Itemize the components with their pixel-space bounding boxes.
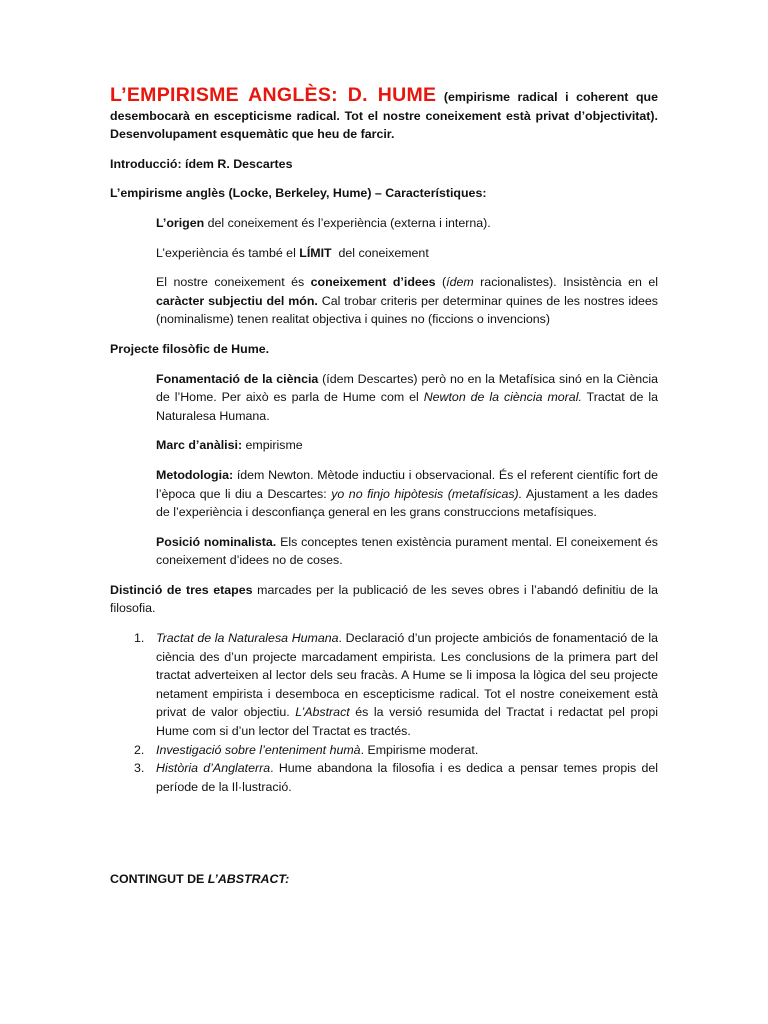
projecte-heading: Projecte filosòfic de Hume. <box>110 341 270 356</box>
posicio-paragraph: Posició nominalista. Els conceptes tenen existència purament mental. El coneixement és coneixement d’idees no de coses. <box>156 534 658 568</box>
intro-line: Introducció: ídem R. Descartes <box>110 156 293 171</box>
document-title: L’EMPIRISME ANGLÈS: D. HUME <box>110 84 437 106</box>
list-item: 2. Investigació sobre l’enteniment humà. Empirisme moderat. <box>134 742 479 757</box>
document-heading <box>110 86 658 144</box>
characteristic-origen: L’origen del coneixement és l’experiència (externa i interna). <box>156 215 491 230</box>
contingut-heading: CONTINGUT DE L’ABSTRACT: <box>110 872 290 887</box>
fonamentacio-paragraph: Fonamentació de la ciència (ídem Descartes) però no en la Metafísica sinó en la Ciència de l’Home. Per això es parla de Hume com el Newton de la ciència moral. Tractat de la Naturalesa Humana. <box>156 371 659 423</box>
title-subtitle: (empirisme radical i coherent que desembocarà en escepticisme radical. Tot el nostre coneixement està privat d’objectivitat). Desenvolupament esquemàtic que heu de farcir. <box>110 90 658 142</box>
distincio-paragraph: Distinció de tres etapes marcades per la publicació de les seves obres i l’abandó definitiu de la filosofia. <box>110 582 658 616</box>
characteristic-limit: L’experiència és també el LÍMIT del coneixement <box>156 245 429 260</box>
characteristic-idees: El nostre coneixement és coneixement d’idees (ídem racionalistes). Insistència en el caràcter subjectiu del món. Cal trobar criteris per determinar quines de les nostres idees (nominalisme) tenen realitat objectiva i quines no (ficcions o invencions) <box>156 275 658 327</box>
list-item: 1. Tractat de la Naturalesa Humana. Declaració d’un projecte ambiciós de fonamentació de la ciència des d’un projecte marcadament empirista. Les conclusions de la primera part del tractat adverteixen al lector dels seu fracàs. A Hume se li imposa la lògica del seu projecte netament empirista i desemboca en escepticisme radical. Tot el nostre coneixement està privat de valor objectiu. L’Abstract és la versió resumida del Tractat i redactat pel propi Hume com si d’un lector del Tractat es tractés. <box>134 631 658 739</box>
marc-paragraph: Marc d’anàlisi: empirisme <box>156 438 303 453</box>
document-page <box>110 86 658 889</box>
empirisme-heading: L’empirisme anglès (Locke, Berkeley, Hume) – Característiques: <box>110 186 487 201</box>
metodologia-paragraph: Metodologia: ídem Newton. Mètode inductiu i observacional. És el referent científic fort de l’època que li diu a Descartes: yo no finjo hipòtesis (metafísicas). Ajustament a les dades de l’experiència i desconfiança general en les grans construccions metafísiques. <box>156 467 658 520</box>
list-item: 3. Història d’Anglaterra. Hume abandona la filosofia i es dedica a pensar temes propis del període de la Il·lustració. <box>134 761 658 794</box>
etapes-list <box>110 629 658 796</box>
